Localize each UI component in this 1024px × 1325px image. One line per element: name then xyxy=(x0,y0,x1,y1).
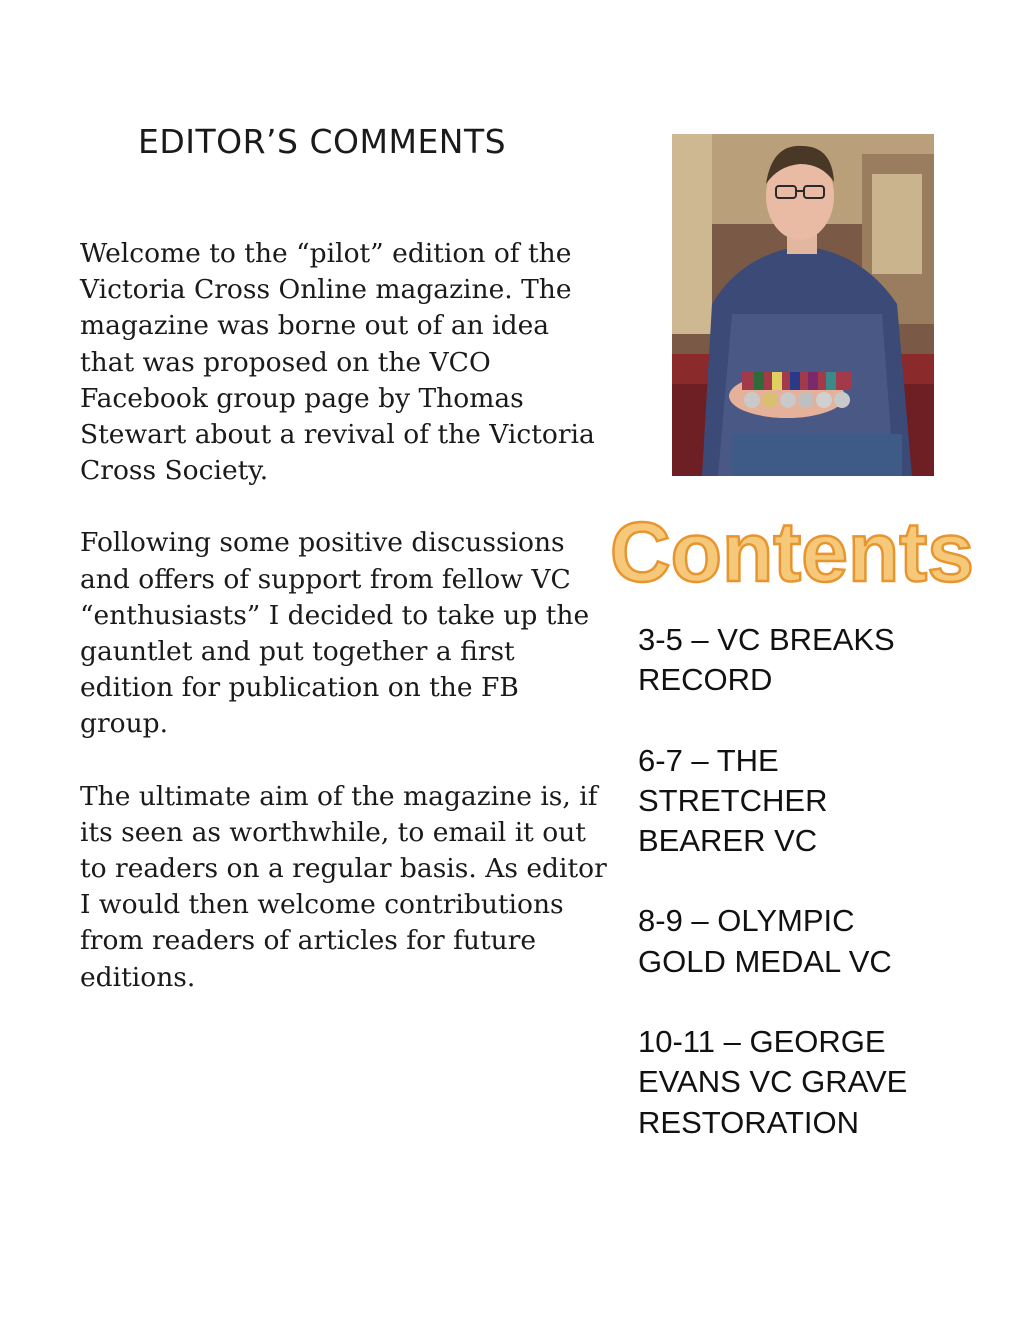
page-title: EDITOR’S COMMENTS xyxy=(138,122,507,161)
contents-item: 10-11 – GEORGE EVANS VC GRAVE RESTORATION xyxy=(638,1024,908,1140)
paragraph: Following some positive discussions and offers of support from fellow VC “enthusiasts” I decided to take up the gauntlet and put together a first edition for publication on the FB group. xyxy=(80,527,590,740)
contents-item: 8-9 – OLYMPIC GOLD MEDAL VC xyxy=(638,903,892,979)
editor-comments-body xyxy=(80,236,610,1032)
contents-heading-text: Contents xyxy=(610,505,974,595)
contents-heading xyxy=(610,505,1010,595)
contents-item: 6-7 – THE STRETCHER BEARER VC xyxy=(638,742,828,859)
paragraph: Welcome to the “pilot” edition of the Victoria Cross Online magazine. The magazine was borne out of an idea that was proposed on the VCO Facebook group page by Thomas Stewart about a revival of the Victoria Cross Society. xyxy=(80,238,595,487)
paragraph: The ultimate aim of the magazine is, if its seen as worthwhile, to email it out to readers on a regular basis. As editor I would then welcome contributions from readers of articles for future editions. xyxy=(80,780,607,993)
contents-list xyxy=(638,620,998,1183)
editor-photo xyxy=(672,134,934,476)
contents-item: 3-5 – VC BREAKS RECORD xyxy=(638,622,895,698)
